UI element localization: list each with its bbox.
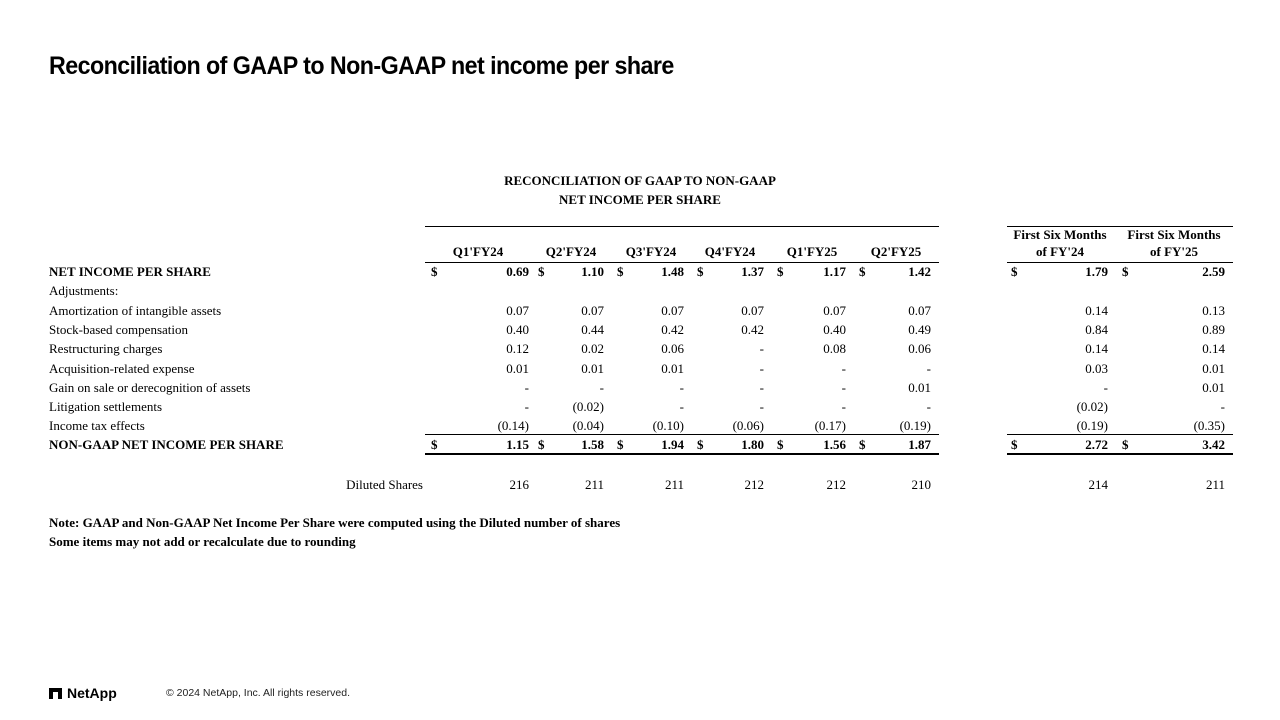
- diluted-shares-value: 212: [826, 477, 846, 492]
- currency-symbol: $: [859, 437, 866, 452]
- row-value: -: [841, 361, 846, 376]
- row-value: 0.01: [908, 380, 931, 395]
- row-value: 0.44: [581, 322, 604, 337]
- diluted-shares-value: 211: [584, 477, 604, 492]
- diluted-shares-value: 211: [664, 477, 684, 492]
- row-value: 0.01: [661, 361, 684, 376]
- row-value: 0.01: [1202, 380, 1225, 395]
- row-value: 0.07: [741, 303, 764, 318]
- column-header-6: Q2'FY25: [870, 244, 922, 259]
- row-label: NON-GAAP NET INCOME PER SHARE: [49, 437, 284, 452]
- row-value: 0.69: [506, 264, 529, 279]
- row-value: 0.07: [661, 303, 684, 318]
- quarter-header-rule: [425, 226, 939, 227]
- row-value: 0.07: [823, 303, 846, 318]
- row-value: 0.12: [506, 341, 529, 356]
- currency-symbol: $: [617, 264, 624, 279]
- row-value: 3.42: [1202, 437, 1225, 452]
- netapp-logo: [49, 684, 117, 702]
- row-label: Gain on sale or derecognition of assets: [49, 380, 251, 395]
- total-bottom-rule-quarters: [425, 453, 939, 455]
- row-label: Adjustments:: [49, 283, 119, 298]
- row-value: 1.94: [661, 437, 684, 452]
- row-value: -: [1103, 380, 1108, 395]
- row-value: -: [759, 341, 764, 356]
- copyright-text: © 2024 NetApp, Inc. All rights reserved.: [166, 687, 350, 699]
- row-value: 0.07: [506, 303, 529, 318]
- six-month-header-1-line-1: First Six Months: [1013, 227, 1107, 242]
- row-label: Income tax effects: [49, 418, 145, 433]
- row-value: 0.01: [506, 361, 529, 376]
- row-label: Stock-based compensation: [49, 322, 188, 337]
- row-value: 0.42: [661, 322, 684, 337]
- slide-title: Reconciliation of GAAP to Non-GAAP net income per share: [49, 52, 674, 80]
- row-value: 1.79: [1085, 264, 1108, 279]
- row-value: -: [524, 399, 529, 414]
- row-value: (0.04): [572, 418, 604, 433]
- row-value: -: [841, 380, 846, 395]
- row-value: -: [926, 361, 931, 376]
- logo-text: NetApp: [67, 685, 117, 701]
- row-value: (0.17): [814, 418, 846, 433]
- row-label: Amortization of intangible assets: [49, 303, 222, 318]
- currency-symbol: $: [538, 437, 545, 452]
- row-value: 2.72: [1085, 437, 1108, 452]
- table-heading-line-2: NET INCOME PER SHARE: [559, 192, 721, 207]
- row-value: -: [1220, 399, 1225, 414]
- currency-symbol: $: [617, 437, 624, 452]
- row-value: 0.84: [1085, 322, 1108, 337]
- currency-symbol: $: [697, 437, 704, 452]
- row-value: -: [679, 399, 684, 414]
- total-top-rule-six-month: [1007, 434, 1233, 435]
- currency-symbol: $: [431, 437, 438, 452]
- table-heading-line-1: RECONCILIATION OF GAAP TO NON-GAAP: [504, 173, 776, 188]
- diluted-shares-label: Diluted Shares: [346, 477, 423, 492]
- netapp-logo-icon: [49, 688, 62, 699]
- currency-symbol: $: [777, 264, 784, 279]
- currency-symbol: $: [1011, 437, 1018, 452]
- diluted-shares-value: 210: [911, 477, 931, 492]
- row-value: 0.13: [1202, 303, 1225, 318]
- currency-symbol: $: [1011, 264, 1018, 279]
- row-label: Litigation settlements: [49, 399, 163, 414]
- row-value: -: [524, 380, 529, 395]
- row-value: (0.35): [1193, 418, 1225, 433]
- total-bottom-rule-six-month: [1007, 453, 1233, 455]
- row-value: 0.40: [823, 322, 846, 337]
- row-value: (0.10): [652, 418, 684, 433]
- currency-symbol: $: [1122, 264, 1129, 279]
- row-value: 0.07: [581, 303, 604, 318]
- row-value: 0.42: [741, 322, 764, 337]
- row-value: (0.02): [572, 399, 604, 414]
- row-value: (0.14): [497, 418, 529, 433]
- row-value: 0.14: [1085, 303, 1108, 318]
- row-value: 1.58: [581, 437, 604, 452]
- row-value: (0.19): [1076, 418, 1108, 433]
- row-value: -: [759, 361, 764, 376]
- diluted-shares-value: 216: [509, 477, 529, 492]
- row-value: 0.14: [1085, 341, 1108, 356]
- column-header-2: Q2'FY24: [545, 244, 597, 259]
- row-value: 1.15: [506, 437, 529, 452]
- row-value: 1.48: [661, 264, 684, 279]
- row-value: 0.07: [908, 303, 931, 318]
- row-value: 2.59: [1202, 264, 1225, 279]
- row-value: -: [841, 399, 846, 414]
- diluted-shares-value: 212: [744, 477, 764, 492]
- row-value: 0.01: [581, 361, 604, 376]
- six-month-header-1-line-2: of FY'24: [1035, 244, 1085, 259]
- row-value: 0.40: [506, 322, 529, 337]
- row-value: 0.89: [1202, 322, 1225, 337]
- row-value: 1.87: [908, 437, 931, 452]
- column-header-1: Q1'FY24: [452, 244, 504, 259]
- row-value: 1.42: [908, 264, 931, 279]
- row-value: 0.14: [1202, 341, 1225, 356]
- row-value: 1.17: [823, 264, 846, 279]
- row-value: 0.08: [823, 341, 846, 356]
- row-value: -: [759, 380, 764, 395]
- row-value: 0.02: [581, 341, 604, 356]
- row-value: 0.06: [661, 341, 684, 356]
- row-value: -: [926, 399, 931, 414]
- column-header-5: Q1'FY25: [786, 244, 838, 259]
- column-header-3: Q3'FY24: [625, 244, 677, 259]
- header-underline-quarters: [425, 262, 939, 263]
- row-label: NET INCOME PER SHARE: [49, 264, 211, 279]
- diluted-shares-value: 211: [1205, 477, 1225, 492]
- six-month-header-2-line-1: First Six Months: [1127, 227, 1221, 242]
- note-line-1: Note: GAAP and Non-GAAP Net Income Per Share were computed using the Diluted number of shares: [49, 515, 621, 530]
- currency-symbol: $: [777, 437, 784, 452]
- total-top-rule-quarters: [425, 434, 939, 435]
- row-value: (0.02): [1076, 399, 1108, 414]
- column-header-4: Q4'FY24: [704, 244, 756, 259]
- header-underline-six-month: [1007, 262, 1233, 263]
- row-value: 0.49: [908, 322, 931, 337]
- row-value: 1.37: [741, 264, 764, 279]
- row-value: 0.03: [1085, 361, 1108, 376]
- currency-symbol: $: [538, 264, 545, 279]
- row-value: (0.19): [899, 418, 931, 433]
- row-value: -: [679, 380, 684, 395]
- row-value: -: [759, 399, 764, 414]
- row-value: 1.80: [741, 437, 764, 452]
- diluted-shares-value: 214: [1088, 477, 1108, 492]
- note-line-2: Some items may not add or recalculate due to rounding: [49, 534, 356, 549]
- row-label: Acquisition-related expense: [49, 361, 195, 376]
- row-value: 1.10: [581, 264, 604, 279]
- row-value: 0.01: [1202, 361, 1225, 376]
- six-month-header-2-line-2: of FY'25: [1149, 244, 1199, 259]
- currency-symbol: $: [431, 264, 438, 279]
- row-value: -: [599, 380, 604, 395]
- row-label: Restructuring charges: [49, 341, 163, 356]
- row-value: (0.06): [732, 418, 764, 433]
- row-value: 1.56: [823, 437, 846, 452]
- row-value: 0.06: [908, 341, 931, 356]
- currency-symbol: $: [1122, 437, 1129, 452]
- currency-symbol: $: [859, 264, 866, 279]
- currency-symbol: $: [697, 264, 704, 279]
